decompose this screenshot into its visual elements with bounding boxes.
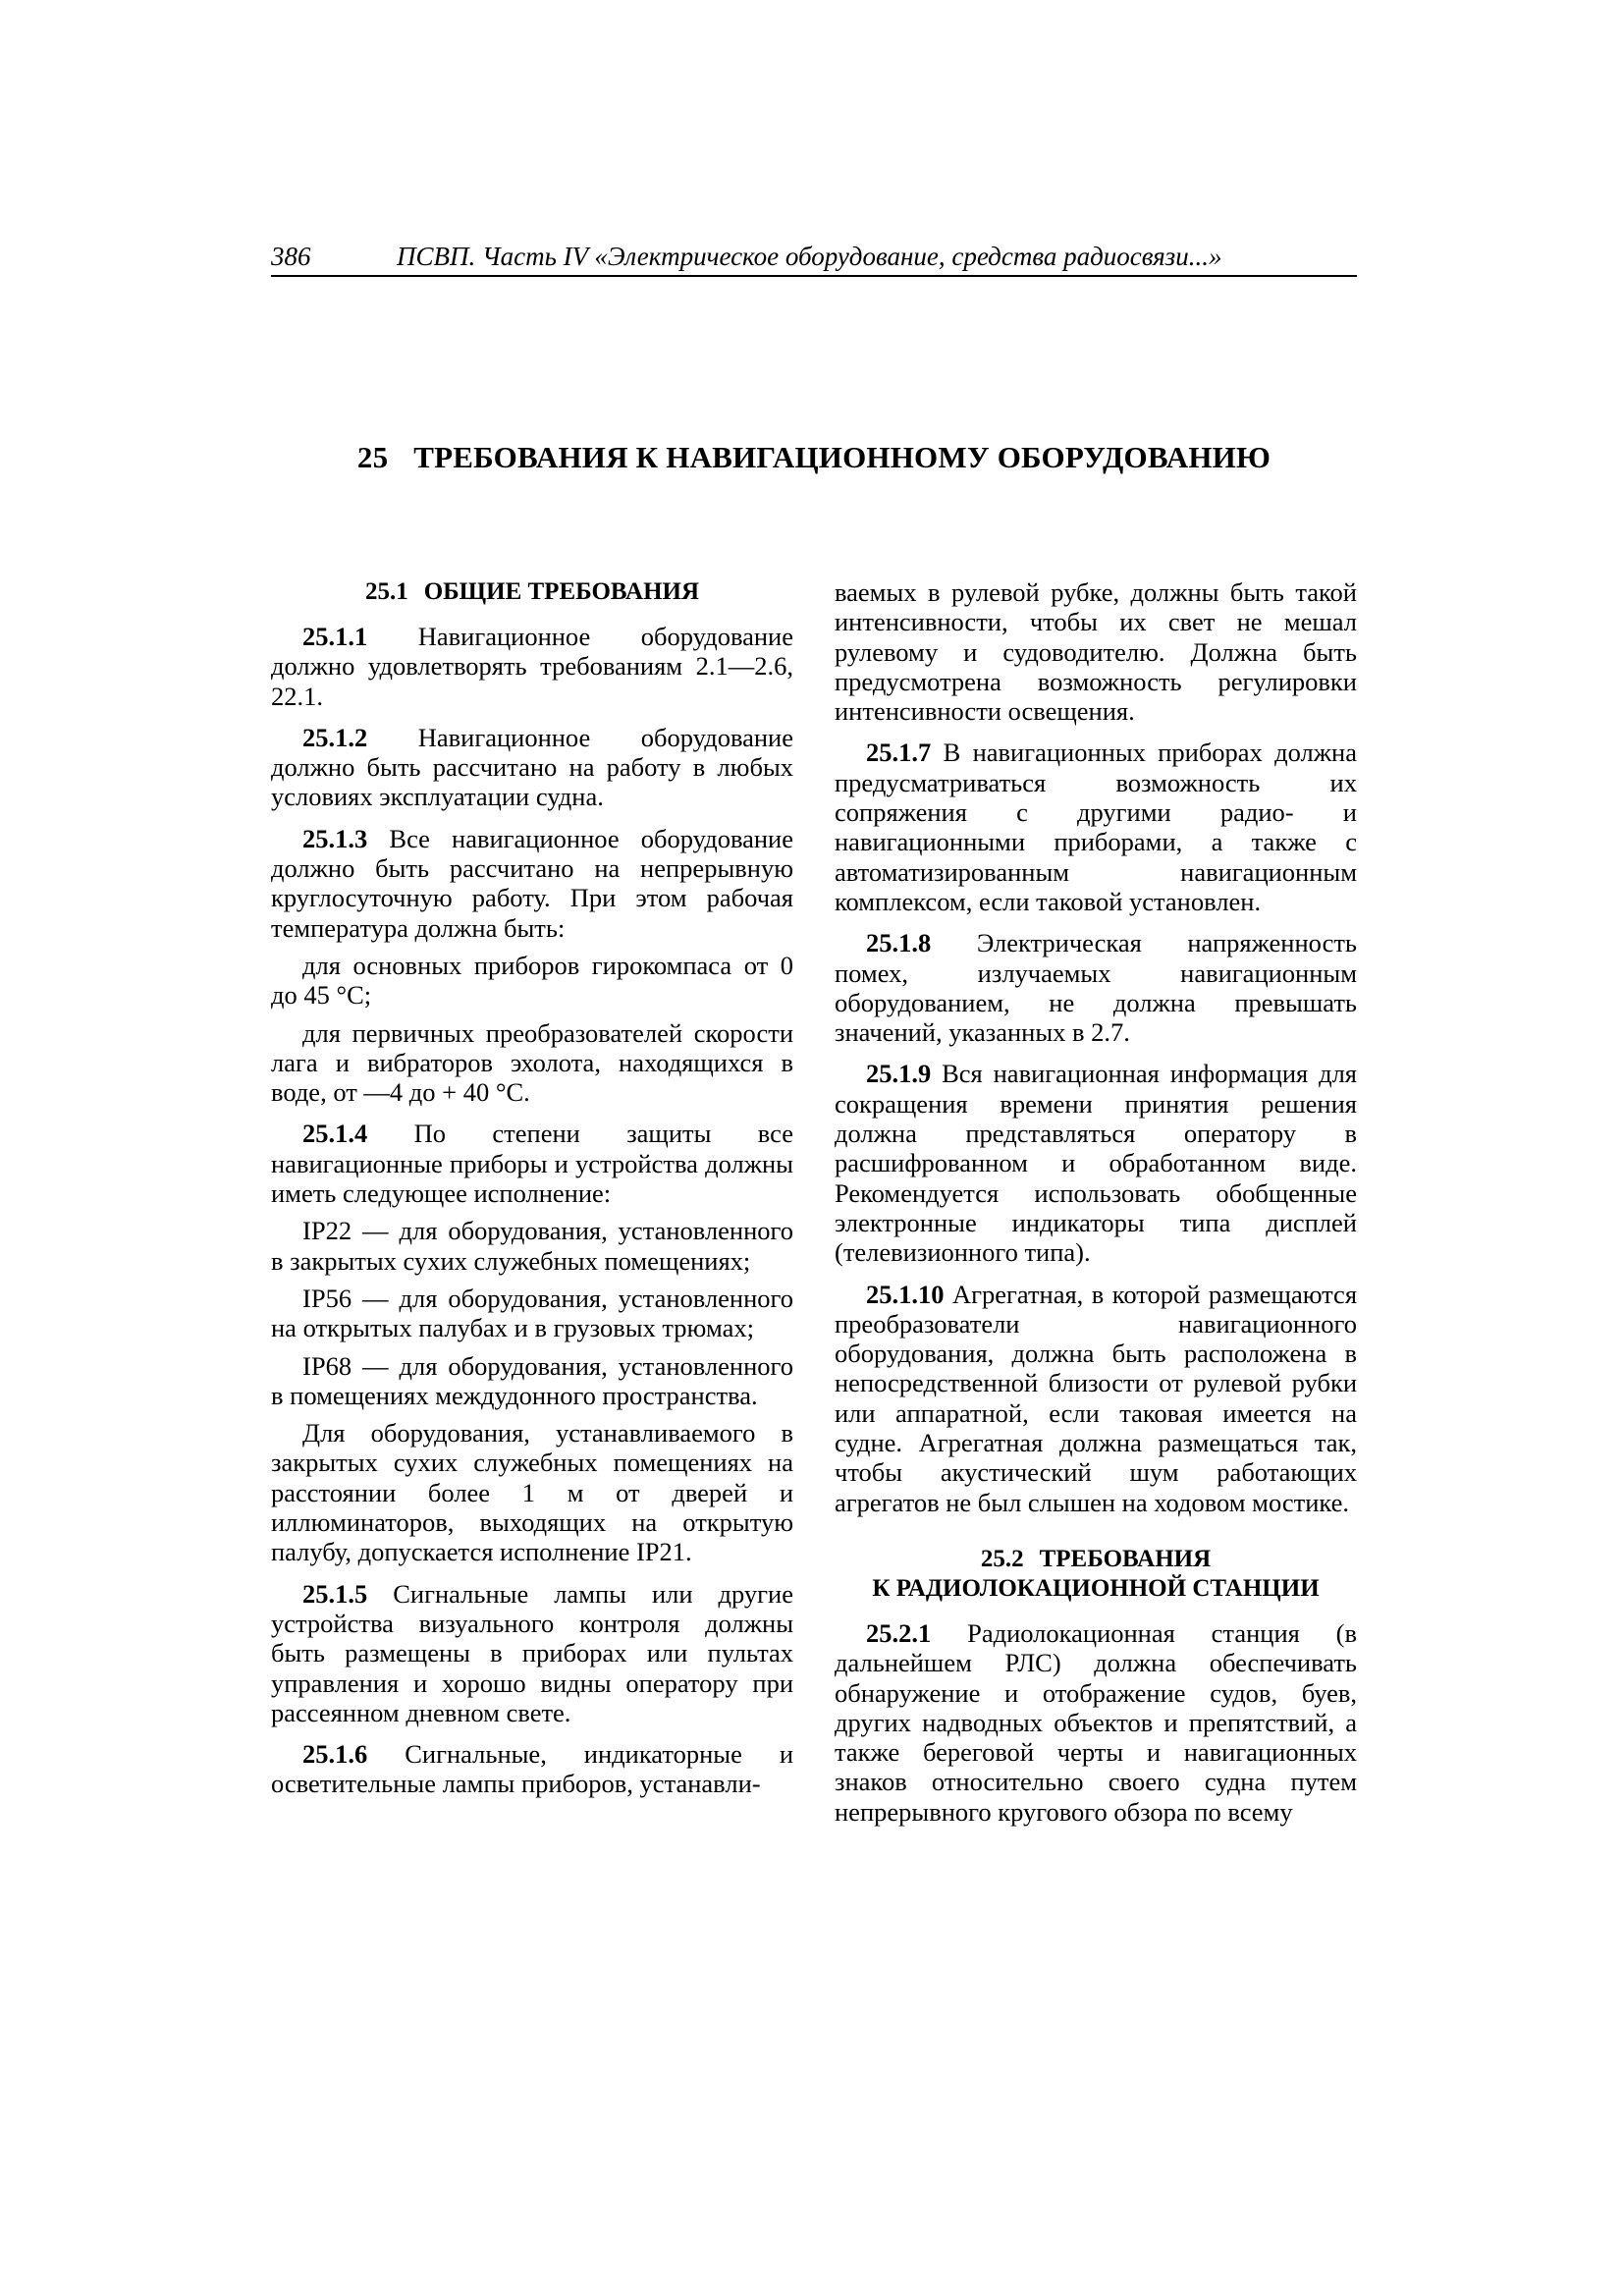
clause-number: 25.1.4 bbox=[302, 1119, 368, 1149]
clause-25-1-4-note: Для оборудования, устанавливаемого в закрытых сухих служебных помещениях на расстоянии более 1 м от дверей и иллюминаторов, выходящих на открытую палубу, допускается исполнение IP21. bbox=[271, 1418, 793, 1567]
clause-25-1-7 bbox=[835, 738, 1357, 916]
clause-25-1-1 bbox=[271, 622, 793, 711]
clause-text: Радиолокационная станция (в дальнейшем РЛС) должна обеспечивать обнаружение и отображение судов, буев, других надводных объектов и препятствий, а также береговой черты и навигационных знаков относительно своего судна путем непрерывного кругового обзора по всему bbox=[835, 1617, 1358, 1827]
clause-number: 25.1.5 bbox=[302, 1578, 368, 1609]
clause-25-1-4-item-2: IP56 — для оборудования, установленного на открытых палубах и в грузовых трюмах; bbox=[271, 1283, 793, 1343]
clause-25-1-6 bbox=[271, 1739, 793, 1799]
chapter-title-text: ТРЕБОВАНИЯ К НАВИГАЦИОННОМУ ОБОРУДОВАНИЮ bbox=[413, 440, 1271, 474]
clause-number: 25.1.6 bbox=[302, 1739, 368, 1770]
section-heading-line-1: 25.2 ТРЕБОВАНИЯ bbox=[980, 1545, 1212, 1572]
clause-25-1-3-item-2: для первичных преобразователей скорости лага и вибраторов эхолота, находящихся в воде, от —4 до + 40 °С. bbox=[271, 1017, 793, 1108]
clause-number: 25.1.8 bbox=[866, 928, 932, 958]
clause-text: Все навигационное оборудование должно быть рассчитано на непрерывную круглосуточную работу. При этом рабочая температура должна быть: bbox=[271, 823, 794, 943]
clause-25-1-3 bbox=[271, 824, 793, 943]
clause-25-1-6-continuation: ваемых в рулевой рубке, должны быть такой интенсивности, чтобы их свет не мешал рулевому и судоводителю. Должна быть предусмотрена возможность регулировки интенсивности освещения. bbox=[835, 577, 1357, 727]
clause-text: Сигнальные, индикаторные и осветительные лампы приборов, устанавли- bbox=[271, 1739, 794, 1799]
clause-number: 25.2.1 bbox=[866, 1617, 932, 1648]
clause-text: Сигнальные лампы или другие устройства визуального контроля должны быть размещены в приборах или пультах управления и хорошо видны оператору при рассеянном дневном свете. bbox=[271, 1578, 793, 1727]
chapter-number: 25 bbox=[356, 440, 389, 474]
clause-text: Вся навигационная информация для сокращения времени принятия решения должна представляться оператору в расшифрованном и обработанном виде. Рекомендуется использовать обобщенные электронные индикаторы типа дисплей (телевизионного типа). bbox=[835, 1059, 1357, 1268]
clause-25-1-4-item-3: IP68 — для оборудования, установленного в помещениях междудонного пространства. bbox=[271, 1350, 793, 1410]
running-title: ПСВП. Часть IV «Электрическое оборудование, средства радиосвязи...» bbox=[397, 242, 1222, 271]
page-number: 386 bbox=[271, 242, 311, 271]
clause-number: 25.1.7 bbox=[866, 738, 932, 768]
clause-number: 25.1.2 bbox=[302, 722, 368, 752]
clause-text: В навигационных приборах должна предусматриваться возможность их сопряжения с другими радио- и навигационными приборами, а также с автоматизированным навигационным комплексом, если таковой установлен. bbox=[835, 738, 1357, 916]
clause-25-1-8 bbox=[835, 928, 1357, 1047]
clause-25-1-5 bbox=[271, 1579, 793, 1727]
clause-25-1-9 bbox=[835, 1059, 1357, 1267]
section-heading-25-2 bbox=[835, 1545, 1357, 1604]
clause-25-2-1 bbox=[835, 1618, 1357, 1827]
clause-text: Навигационное оборудование должно удовлетворять требованиям 2.1—2.6, 22.1. bbox=[271, 622, 793, 711]
running-header bbox=[271, 242, 1357, 277]
clause-number: 25.1.1 bbox=[302, 622, 368, 651]
section-heading-25-1: 25.1 ОБЩИЕ ТРЕБОВАНИЯ bbox=[364, 578, 700, 605]
clause-25-1-10 bbox=[835, 1280, 1357, 1517]
clause-number: 25.1.9 bbox=[866, 1059, 932, 1089]
right-column bbox=[835, 577, 1357, 1838]
left-column bbox=[271, 577, 793, 1811]
clause-25-1-2 bbox=[271, 723, 793, 812]
clause-text: По степени защиты все навигационные приборы и устройства должны иметь следующее исполнение: bbox=[271, 1119, 793, 1209]
section-heading-line-2: К РАДИОЛОКАЦИОННОЙ СТАНЦИИ bbox=[872, 1574, 1320, 1602]
clause-25-1-4 bbox=[271, 1119, 793, 1208]
chapter-title bbox=[271, 440, 1357, 475]
clause-number: 25.1.10 bbox=[866, 1279, 945, 1309]
clause-text: Электрическая напряженность помех, излучаемых навигационным оборудованием, не должна превышать значений, указанных в 2.7. bbox=[835, 928, 1357, 1048]
clause-25-1-3-item-1: для основных приборов гирокомпаса от 0 до 45 °С; bbox=[271, 950, 793, 1011]
clause-text: Агрегатная, в которой размещаются преобразователи навигационного оборудования, должна быть расположена в непосредственной близости от рулевой рубки или аппаратной, если таковая имеется на судне. Агрегатная должна размещаться так, чтобы акустический шум работающих агрегатов не был слышен на ходовом мостике. bbox=[835, 1279, 1358, 1517]
clause-number: 25.1.3 bbox=[302, 823, 368, 853]
clause-25-1-4-item-1: IP22 — для оборудования, установленного в закрытых сухих служебных помещениях; bbox=[271, 1216, 793, 1276]
clause-text: Навигационное оборудование должно быть рассчитано на работу в любых условиях эксплуатации судна. bbox=[271, 722, 793, 812]
